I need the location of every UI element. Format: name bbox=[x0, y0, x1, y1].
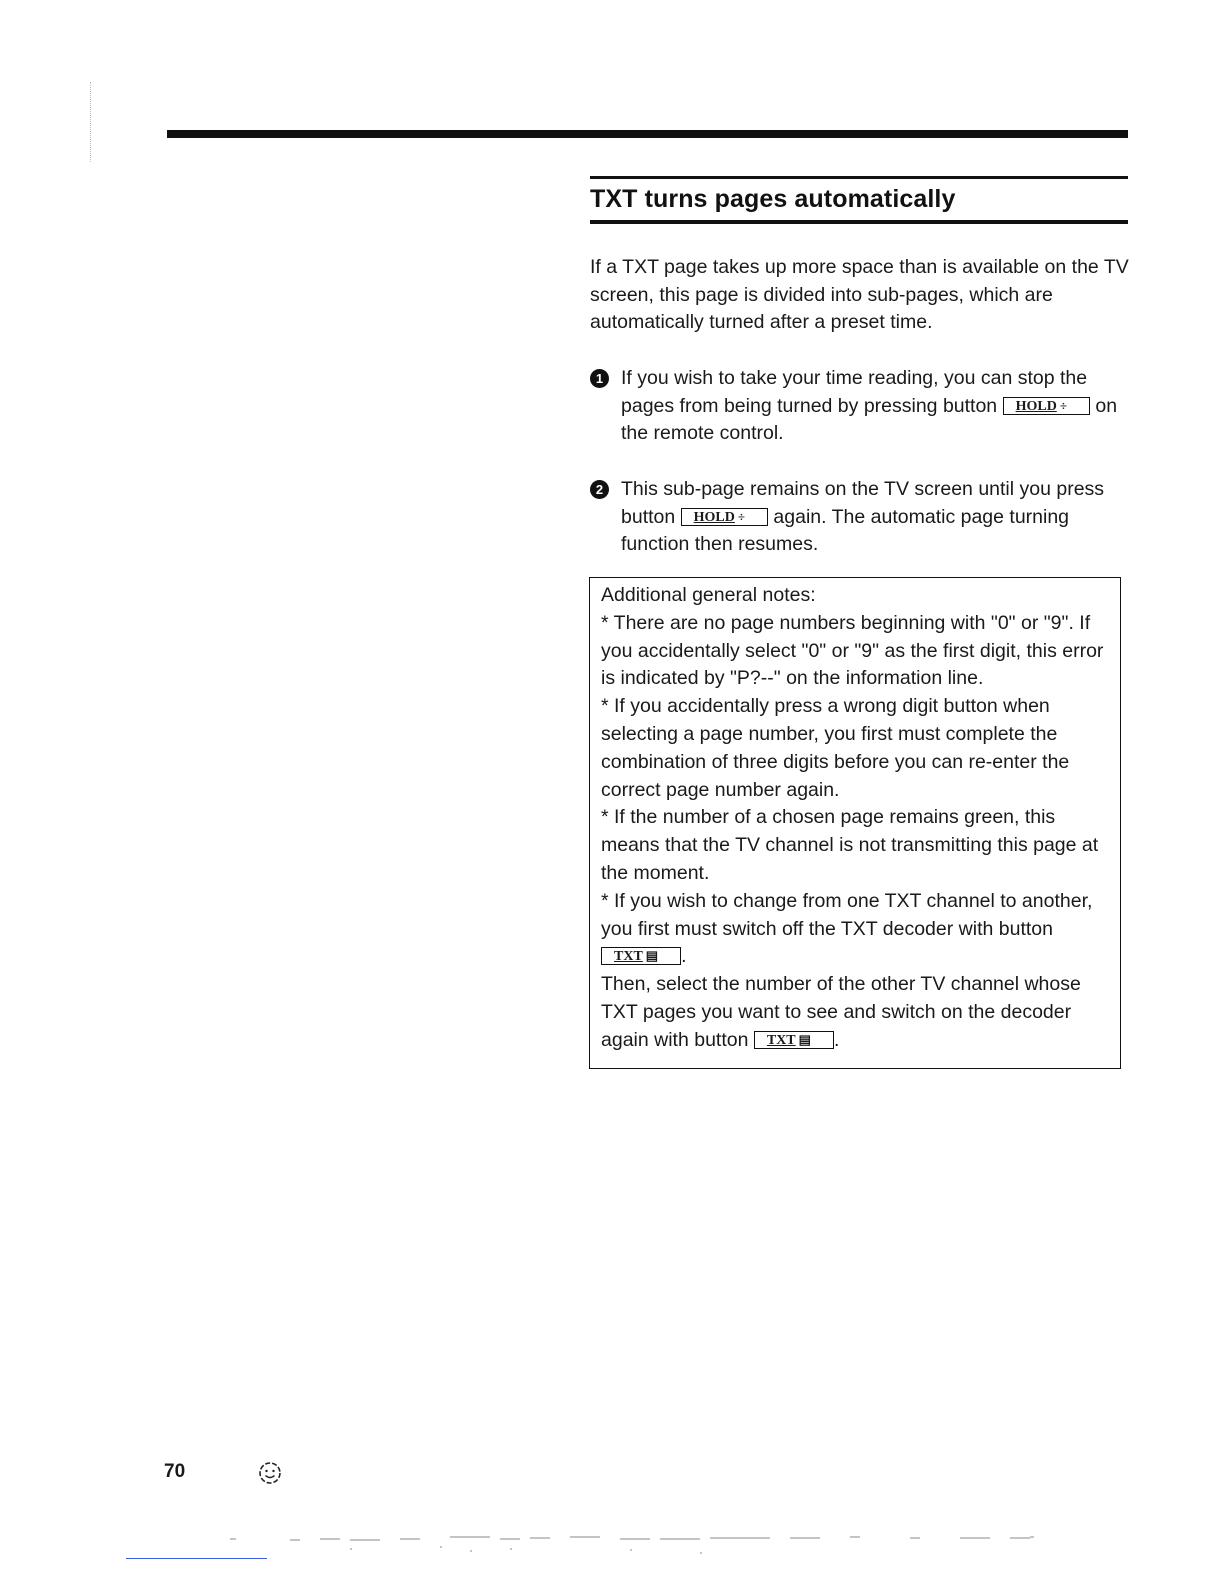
step-1-before: If you wish to take your time reading, you can stop the pages from being turned by pressing button bbox=[621, 367, 1088, 417]
note-5: Then, select the number of the other TV channel whose TXT pages you want to see and switch on the decoder again with button TXT ▤ . bbox=[601, 973, 1081, 1051]
page-number: 70 bbox=[164, 1461, 186, 1482]
step-1-text bbox=[621, 365, 1130, 448]
txt-key: TXT ▤ bbox=[754, 1031, 834, 1049]
note-3: * If the number of a chosen page remains green, this means that the TV channel is not transmitting this page at the moment. bbox=[601, 806, 1099, 884]
step-2 bbox=[590, 476, 1130, 559]
teletext-icon: ▤ bbox=[645, 948, 659, 964]
txt-key: TXT ▤ bbox=[601, 947, 681, 965]
top-rule bbox=[167, 130, 1128, 138]
step-number-2: 2 bbox=[590, 480, 609, 499]
step-1-after: on the remote control. bbox=[621, 394, 1118, 445]
note-2: * If you accidentally press a wrong digit button when selecting a page number, you first must complete the combination of three digits before you can re-enter the correct page number again. bbox=[601, 695, 1070, 801]
hold-key: HOLD ÷ bbox=[1003, 397, 1090, 415]
step-2-after: again. The automatic page turning function then resumes. bbox=[621, 505, 1070, 556]
heading-rule-bottom bbox=[590, 220, 1128, 224]
face-icon bbox=[257, 1460, 283, 1486]
section-title: TXT turns pages automatically bbox=[590, 185, 956, 213]
note-1: * There are no page numbers beginning with "0" or "9". If you accidentally select "0" or "9" as the first digit, this error is indicated by "P?--" on the information line. bbox=[601, 611, 1104, 690]
note-4: * If you wish to change from one TXT channel to another, you first must switch off the TXT decoder with button TXT ▤ . bbox=[601, 889, 1093, 968]
step-number-1: 1 bbox=[590, 369, 609, 388]
teletext-icon: ▤ bbox=[798, 1031, 811, 1047]
step-2-before: This sub-page remains on the TV screen until you press button bbox=[621, 478, 1105, 528]
intro-paragraph: If a TXT page takes up more space than is available on the TV screen, this page is divided into sub-pages, which are automatically turned after a preset time. bbox=[590, 256, 1129, 334]
scan-artifacts bbox=[230, 1535, 1110, 1565]
hold-icon: ÷ bbox=[1059, 397, 1067, 413]
step-1 bbox=[590, 365, 1130, 448]
bottom-rule bbox=[126, 1558, 267, 1559]
heading-rule-top bbox=[590, 176, 1128, 179]
step-2-text bbox=[621, 476, 1130, 559]
notes-content bbox=[601, 582, 1116, 1055]
margin-marks bbox=[90, 82, 93, 162]
notes-heading: Additional general notes: bbox=[601, 584, 816, 606]
hold-key: HOLD ÷ bbox=[681, 508, 768, 526]
hold-icon: ÷ bbox=[737, 508, 746, 524]
section-header bbox=[590, 176, 1128, 224]
